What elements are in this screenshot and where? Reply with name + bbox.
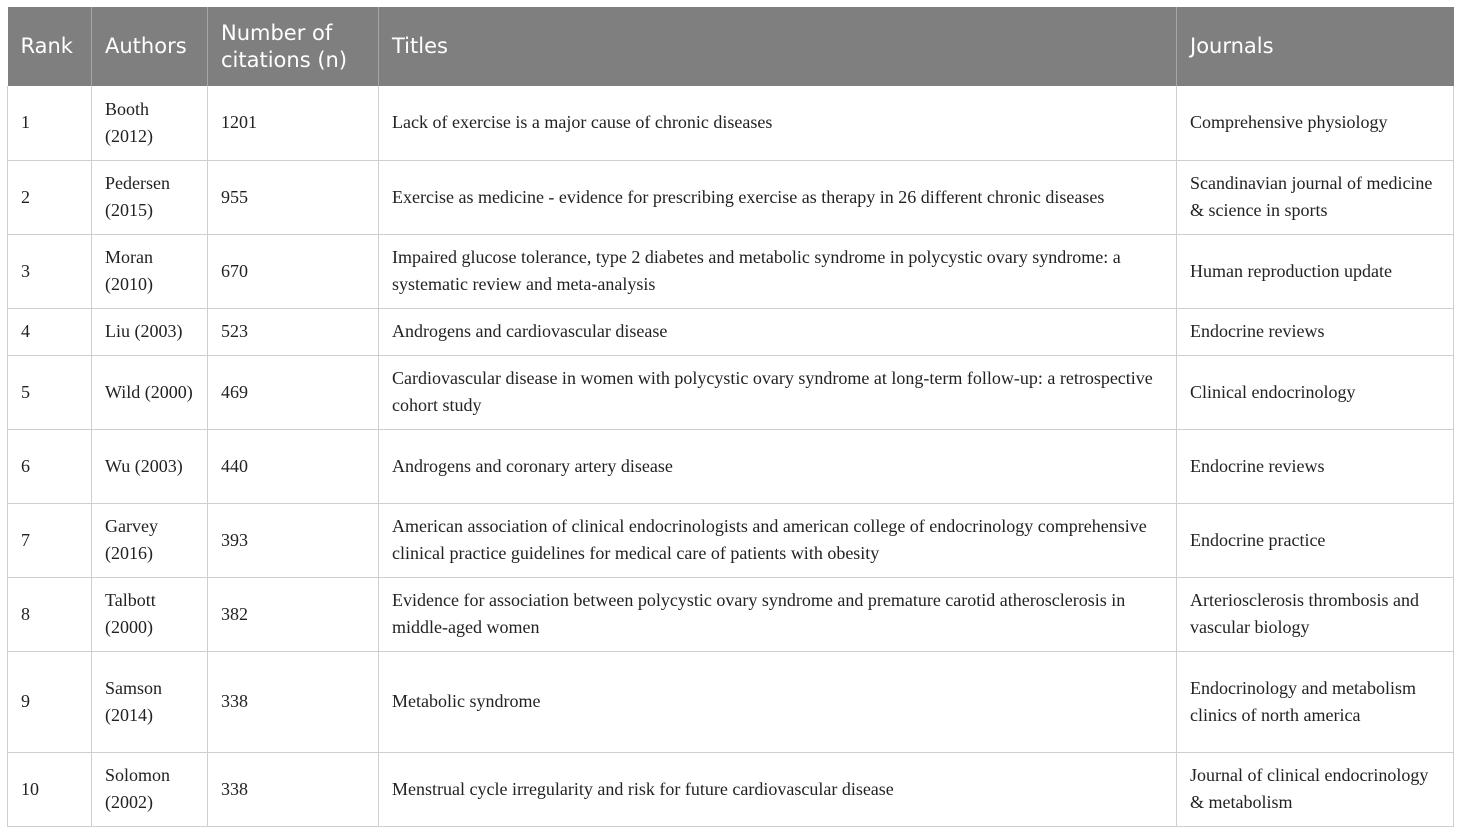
table-row xyxy=(8,752,1454,826)
cell-citations: 382 xyxy=(208,577,379,651)
table-row xyxy=(8,234,1454,308)
cell-authors: Samson (2014) xyxy=(92,651,208,752)
cell-authors: Liu (2003) xyxy=(92,308,208,355)
cell-citations: 1201 xyxy=(208,86,379,160)
cell-citations: 469 xyxy=(208,355,379,429)
cell-title: Metabolic syndrome xyxy=(379,651,1177,752)
cell-title: American association of clinical endocrinologists and american college of endocrinology comprehensive clinical practice guidelines for medical care of patients with obesity xyxy=(379,503,1177,577)
cell-journal: Human reproduction update xyxy=(1177,234,1454,308)
top-cited-papers-table xyxy=(7,7,1454,827)
cell-title: Evidence for association between polycystic ovary syndrome and premature carotid atherosclerosis in middle-aged women xyxy=(379,577,1177,651)
cell-title: Lack of exercise is a major cause of chronic diseases xyxy=(379,86,1177,160)
cell-authors: Pedersen (2015) xyxy=(92,160,208,234)
cell-authors: Booth (2012) xyxy=(92,86,208,160)
cell-journal: Endocrine reviews xyxy=(1177,429,1454,503)
cell-authors: Solomon (2002) xyxy=(92,752,208,826)
cell-authors: Wu (2003) xyxy=(92,429,208,503)
header-row xyxy=(8,7,1454,86)
header-citations: Number of citations (n) xyxy=(208,7,379,86)
header-journals: Journals xyxy=(1177,7,1454,86)
cell-citations: 338 xyxy=(208,651,379,752)
header-titles: Titles xyxy=(379,7,1177,86)
table-header xyxy=(8,7,1454,86)
cell-citations: 393 xyxy=(208,503,379,577)
cell-citations: 955 xyxy=(208,160,379,234)
header-authors: Authors xyxy=(92,7,208,86)
cell-rank: 1 xyxy=(8,86,92,160)
cell-rank: 8 xyxy=(8,577,92,651)
cell-rank: 9 xyxy=(8,651,92,752)
cell-journal: Endocrinology and metabolism clinics of north america xyxy=(1177,651,1454,752)
cell-rank: 6 xyxy=(8,429,92,503)
table-row xyxy=(8,651,1454,752)
cell-title: Impaired glucose tolerance, type 2 diabetes and metabolic syndrome in polycystic ovary syndrome: a systematic review and meta-analysis xyxy=(379,234,1177,308)
table-row xyxy=(8,503,1454,577)
cell-citations: 670 xyxy=(208,234,379,308)
cell-rank: 5 xyxy=(8,355,92,429)
cell-title: Androgens and cardiovascular disease xyxy=(379,308,1177,355)
table-body xyxy=(8,86,1454,826)
cell-authors: Moran (2010) xyxy=(92,234,208,308)
table-row xyxy=(8,86,1454,160)
cell-rank: 3 xyxy=(8,234,92,308)
cell-rank: 10 xyxy=(8,752,92,826)
cell-journal: Arteriosclerosis thrombosis and vascular biology xyxy=(1177,577,1454,651)
table-row xyxy=(8,429,1454,503)
table-row xyxy=(8,355,1454,429)
table-row xyxy=(8,160,1454,234)
cell-citations: 523 xyxy=(208,308,379,355)
cell-citations: 338 xyxy=(208,752,379,826)
table-row xyxy=(8,308,1454,355)
cell-rank: 2 xyxy=(8,160,92,234)
cell-rank: 4 xyxy=(8,308,92,355)
table-row xyxy=(8,577,1454,651)
cell-title: Menstrual cycle irregularity and risk for future cardiovascular disease xyxy=(379,752,1177,826)
citations-table-container xyxy=(7,7,1453,827)
header-rank: Rank xyxy=(8,7,92,86)
cell-title: Exercise as medicine - evidence for prescribing exercise as therapy in 26 different chronic diseases xyxy=(379,160,1177,234)
cell-journal: Clinical endocrinology xyxy=(1177,355,1454,429)
cell-rank: 7 xyxy=(8,503,92,577)
cell-journal: Endocrine practice xyxy=(1177,503,1454,577)
cell-journal: Scandinavian journal of medicine & science in sports xyxy=(1177,160,1454,234)
cell-title: Androgens and coronary artery disease xyxy=(379,429,1177,503)
cell-journal: Journal of clinical endocrinology & metabolism xyxy=(1177,752,1454,826)
cell-authors: Wild (2000) xyxy=(92,355,208,429)
cell-title: Cardiovascular disease in women with polycystic ovary syndrome at long-term follow-up: a retrospective cohort study xyxy=(379,355,1177,429)
cell-authors: Garvey (2016) xyxy=(92,503,208,577)
cell-journal: Comprehensive physiology xyxy=(1177,86,1454,160)
cell-authors: Talbott (2000) xyxy=(92,577,208,651)
cell-citations: 440 xyxy=(208,429,379,503)
cell-journal: Endocrine reviews xyxy=(1177,308,1454,355)
